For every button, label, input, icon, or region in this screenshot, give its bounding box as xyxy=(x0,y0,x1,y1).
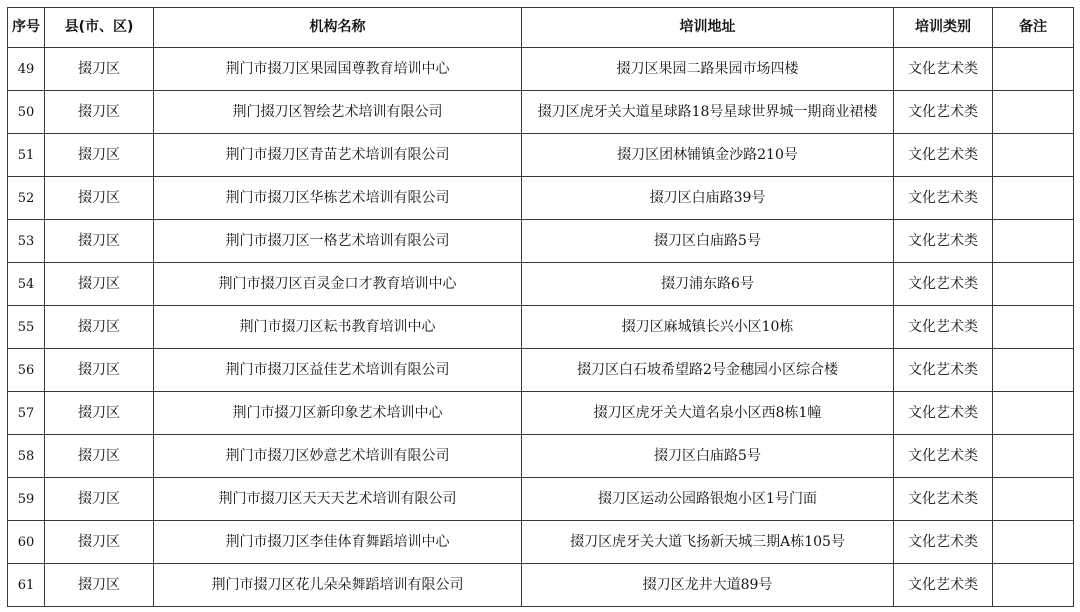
cell-institution-name: 荆门市掇刀区百灵金口才教育培训中心 xyxy=(154,263,522,306)
cell-category: 文化艺术类 xyxy=(894,48,993,91)
cell-remark xyxy=(993,435,1074,478)
cell-serial: 58 xyxy=(8,435,45,478)
cell-category: 文化艺术类 xyxy=(894,478,993,521)
cell-address: 掇刀区虎牙关大道飞扬新天城三期A栋105号 xyxy=(522,521,894,564)
cell-district: 掇刀区 xyxy=(45,564,154,607)
cell-address: 掇刀区白庙路5号 xyxy=(522,220,894,263)
table-row xyxy=(8,263,1074,306)
cell-serial: 60 xyxy=(8,521,45,564)
header-district: 县(市、区) xyxy=(45,8,154,48)
cell-address: 掇刀区白庙路5号 xyxy=(522,435,894,478)
cell-category: 文化艺术类 xyxy=(894,392,993,435)
cell-remark xyxy=(993,306,1074,349)
cell-remark xyxy=(993,134,1074,177)
header-row xyxy=(8,8,1074,48)
cell-district: 掇刀区 xyxy=(45,435,154,478)
cell-remark xyxy=(993,177,1074,220)
cell-category: 文化艺术类 xyxy=(894,349,993,392)
cell-address: 掇刀区龙井大道89号 xyxy=(522,564,894,607)
cell-serial: 49 xyxy=(8,48,45,91)
cell-remark xyxy=(993,220,1074,263)
cell-remark xyxy=(993,48,1074,91)
cell-institution-name: 荆门市掇刀区花儿朵朵舞蹈培训有限公司 xyxy=(154,564,522,607)
cell-institution-name: 荆门市掇刀区李佳体育舞蹈培训中心 xyxy=(154,521,522,564)
table-row xyxy=(8,48,1074,91)
cell-serial: 52 xyxy=(8,177,45,220)
cell-institution-name: 荆门市掇刀区益佳艺术培训有限公司 xyxy=(154,349,522,392)
header-category: 培训类别 xyxy=(894,8,993,48)
cell-institution-name: 荆门市掇刀区果园国尊教育培训中心 xyxy=(154,48,522,91)
header-institution-name: 机构名称 xyxy=(154,8,522,48)
header-serial: 序号 xyxy=(8,8,45,48)
cell-category: 文化艺术类 xyxy=(894,564,993,607)
table-row xyxy=(8,220,1074,263)
cell-serial: 51 xyxy=(8,134,45,177)
cell-institution-name: 荆门市掇刀区妙意艺术培训有限公司 xyxy=(154,435,522,478)
cell-district: 掇刀区 xyxy=(45,177,154,220)
table-row xyxy=(8,91,1074,134)
cell-serial: 54 xyxy=(8,263,45,306)
cell-district: 掇刀区 xyxy=(45,48,154,91)
cell-category: 文化艺术类 xyxy=(894,306,993,349)
cell-category: 文化艺术类 xyxy=(894,134,993,177)
table-row xyxy=(8,306,1074,349)
cell-address: 掇刀区运动公园路银炮小区1号门面 xyxy=(522,478,894,521)
cell-remark xyxy=(993,564,1074,607)
cell-institution-name: 荆门掇刀区智绘艺术培训有限公司 xyxy=(154,91,522,134)
cell-remark xyxy=(993,521,1074,564)
cell-district: 掇刀区 xyxy=(45,392,154,435)
cell-address: 掇刀区白庙路39号 xyxy=(522,177,894,220)
cell-category: 文化艺术类 xyxy=(894,435,993,478)
cell-address: 掇刀区团林铺镇金沙路210号 xyxy=(522,134,894,177)
cell-serial: 55 xyxy=(8,306,45,349)
cell-institution-name: 荆门市掇刀区华栋艺术培训有限公司 xyxy=(154,177,522,220)
table-row xyxy=(8,478,1074,521)
institution-table xyxy=(7,7,1074,607)
cell-address: 掇刀区虎牙关大道星球路18号星球世界城一期商业裙楼 xyxy=(522,91,894,134)
table-row xyxy=(8,435,1074,478)
cell-remark xyxy=(993,392,1074,435)
cell-address: 掇刀浦东路6号 xyxy=(522,263,894,306)
table-row xyxy=(8,392,1074,435)
table-row xyxy=(8,564,1074,607)
cell-district: 掇刀区 xyxy=(45,306,154,349)
cell-district: 掇刀区 xyxy=(45,478,154,521)
header-address: 培训地址 xyxy=(522,8,894,48)
cell-institution-name: 荆门市掇刀区耘书教育培训中心 xyxy=(154,306,522,349)
cell-category: 文化艺术类 xyxy=(894,521,993,564)
cell-district: 掇刀区 xyxy=(45,349,154,392)
table-row xyxy=(8,349,1074,392)
cell-serial: 59 xyxy=(8,478,45,521)
cell-district: 掇刀区 xyxy=(45,521,154,564)
header-remark: 备注 xyxy=(993,8,1074,48)
cell-remark xyxy=(993,263,1074,306)
cell-category: 文化艺术类 xyxy=(894,177,993,220)
cell-address: 掇刀区白石坡希望路2号金穗园小区综合楼 xyxy=(522,349,894,392)
table-body xyxy=(8,48,1074,607)
cell-category: 文化艺术类 xyxy=(894,91,993,134)
cell-remark xyxy=(993,478,1074,521)
cell-category: 文化艺术类 xyxy=(894,220,993,263)
cell-address: 掇刀区果园二路果园市场四楼 xyxy=(522,48,894,91)
cell-serial: 61 xyxy=(8,564,45,607)
cell-district: 掇刀区 xyxy=(45,91,154,134)
cell-address: 掇刀区虎牙关大道名泉小区西8栋1幢 xyxy=(522,392,894,435)
cell-serial: 53 xyxy=(8,220,45,263)
table-row xyxy=(8,134,1074,177)
cell-institution-name: 荆门市掇刀区新印象艺术培训中心 xyxy=(154,392,522,435)
table-row xyxy=(8,521,1074,564)
cell-serial: 50 xyxy=(8,91,45,134)
table-row xyxy=(8,177,1074,220)
cell-institution-name: 荆门市掇刀区一格艺术培训有限公司 xyxy=(154,220,522,263)
cell-category: 文化艺术类 xyxy=(894,263,993,306)
cell-serial: 57 xyxy=(8,392,45,435)
cell-serial: 56 xyxy=(8,349,45,392)
cell-remark xyxy=(993,349,1074,392)
cell-district: 掇刀区 xyxy=(45,220,154,263)
cell-district: 掇刀区 xyxy=(45,134,154,177)
cell-institution-name: 荆门市掇刀区青苗艺术培训有限公司 xyxy=(154,134,522,177)
cell-address: 掇刀区麻城镇长兴小区10栋 xyxy=(522,306,894,349)
cell-district: 掇刀区 xyxy=(45,263,154,306)
cell-institution-name: 荆门市掇刀区天天天艺术培训有限公司 xyxy=(154,478,522,521)
cell-remark xyxy=(993,91,1074,134)
training-institution-sheet xyxy=(7,7,1073,607)
